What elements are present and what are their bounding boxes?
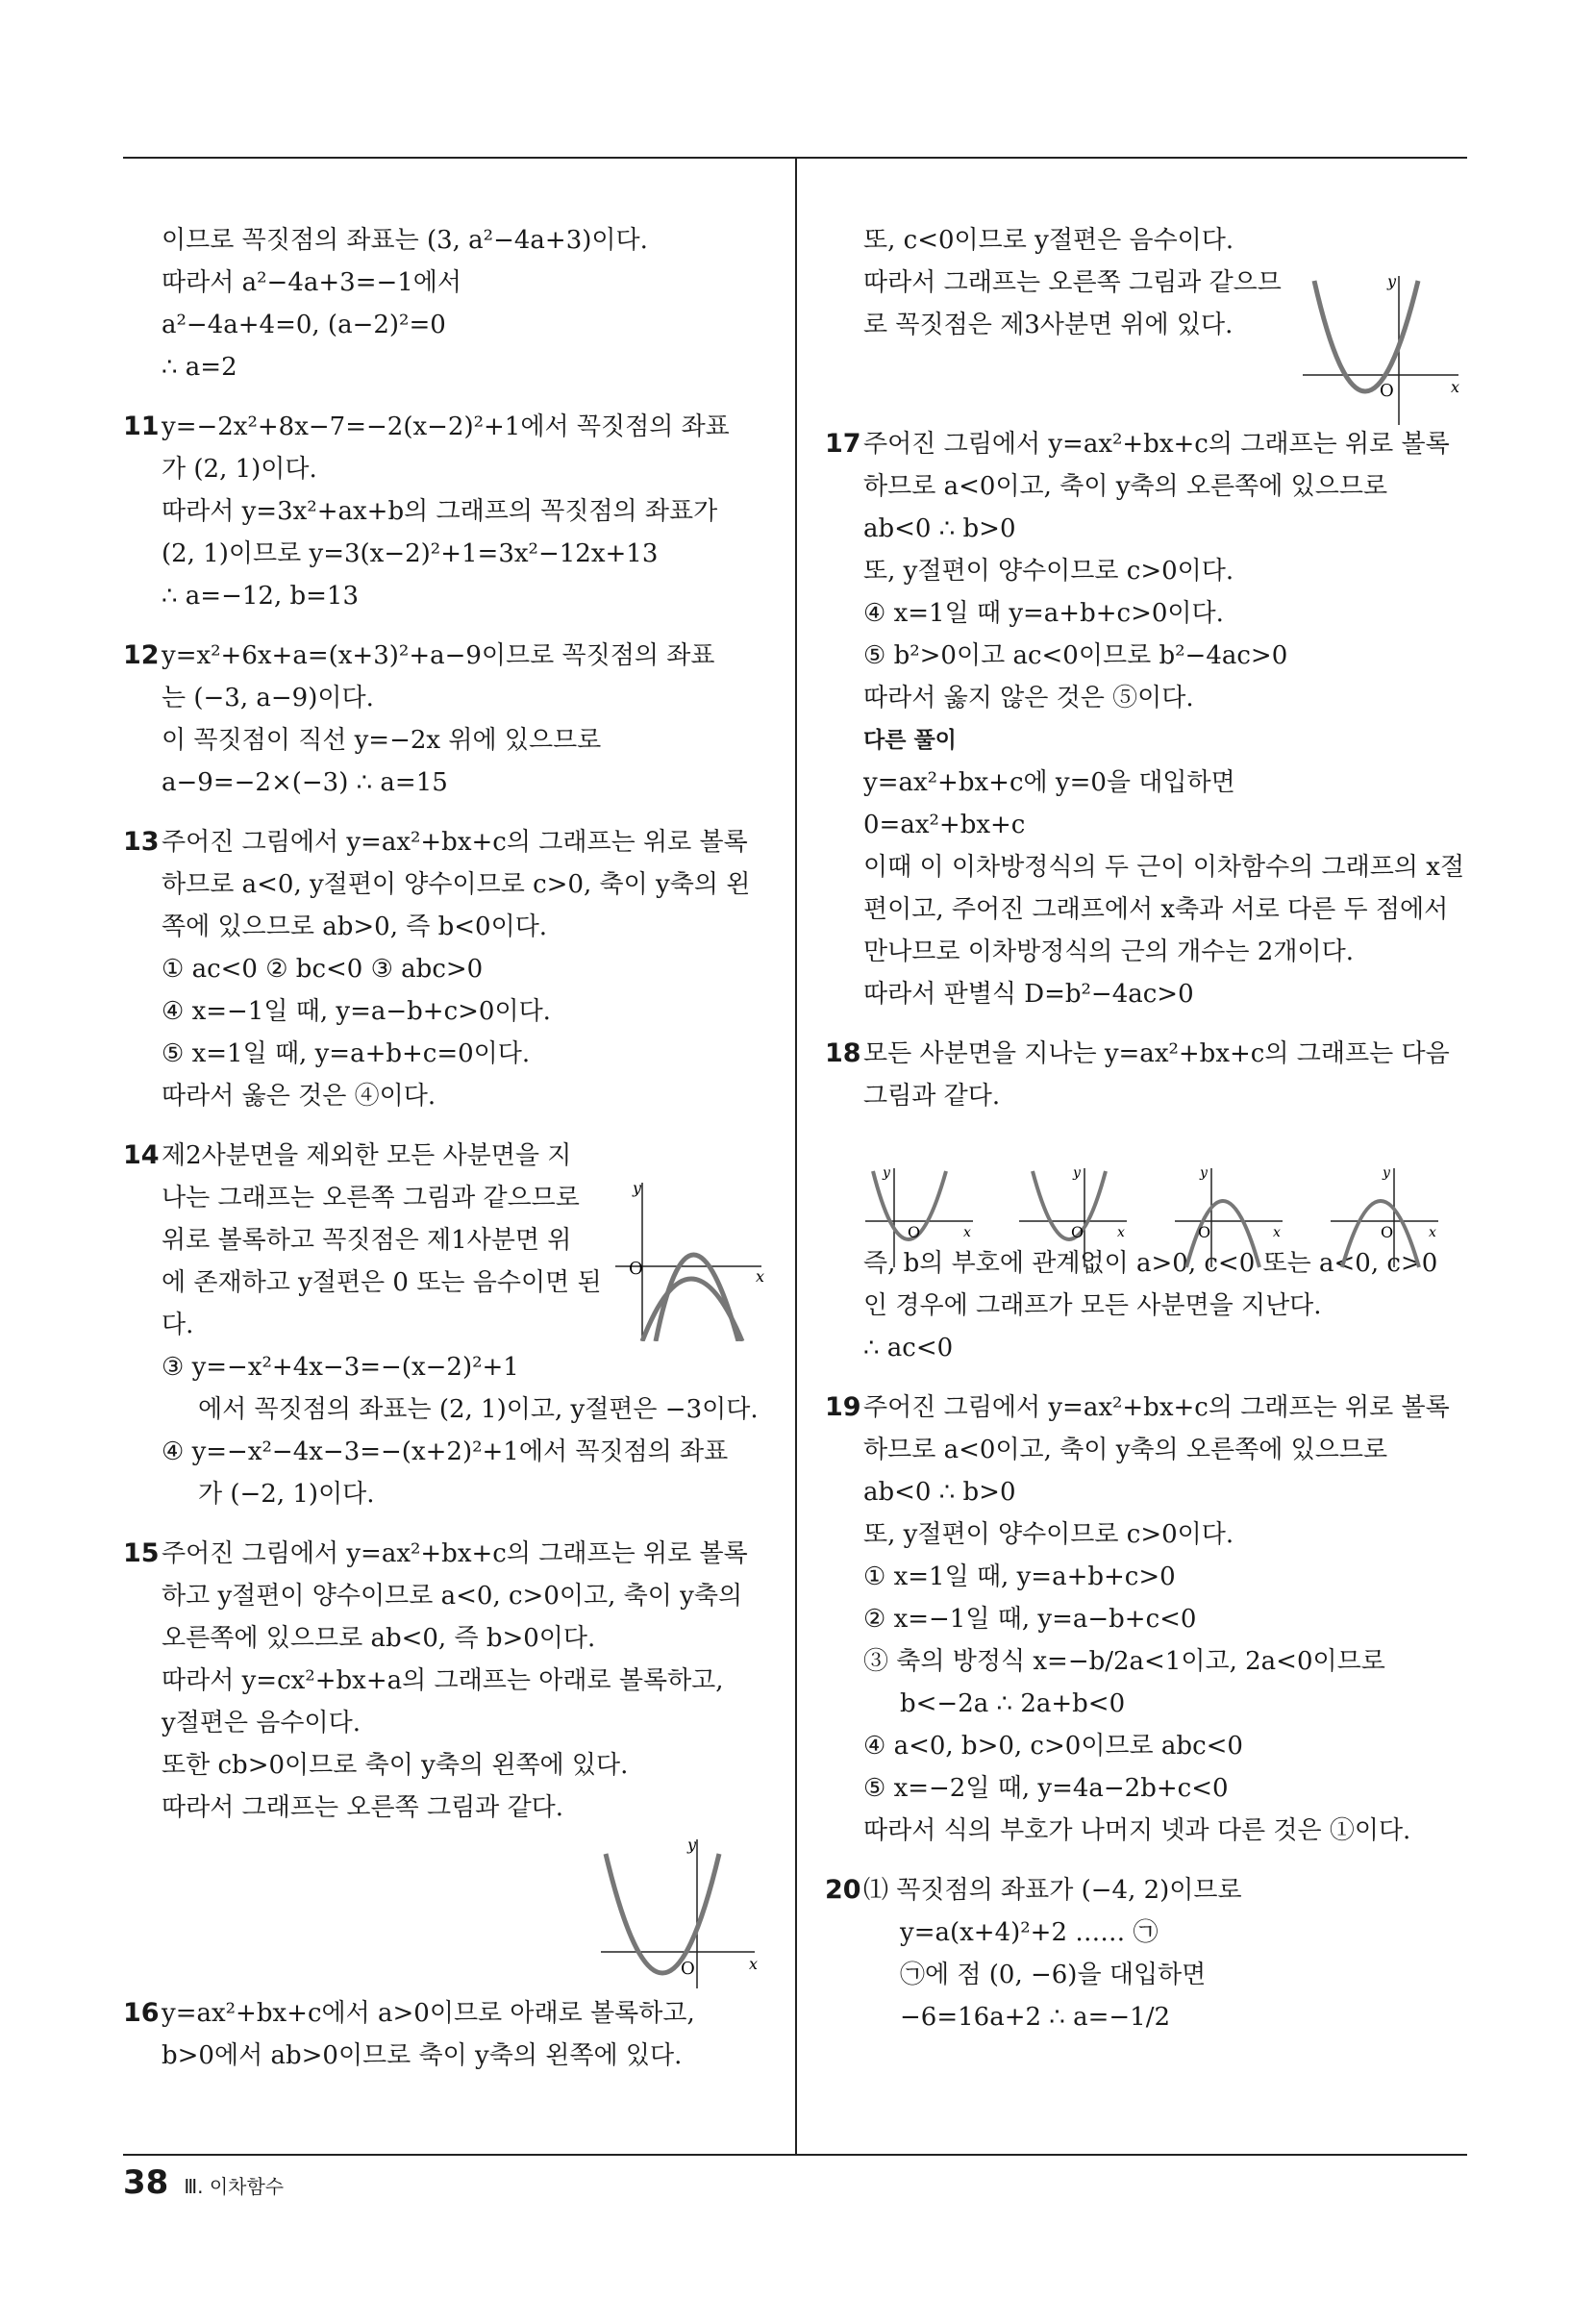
- problem-number: 20: [825, 1875, 861, 1905]
- text-line: ∴ a=2: [162, 353, 237, 382]
- parabola-graph-18c: [1175, 1163, 1290, 1269]
- x-axis-label: x: [749, 1955, 759, 1973]
- y-axis-label: y: [687, 1836, 697, 1854]
- text-line: 하므로 a<0, y절편이 양수이므로 c>0, 축이 y축의 왼: [162, 870, 751, 899]
- text-line: ⑤ x=1일 때, y=a+b+c=0이다.: [162, 1039, 531, 1068]
- page-footer: [123, 2163, 284, 2202]
- text-line: 하므로 a<0이고, 축이 y축의 오른쪽에 있으므로: [863, 1436, 1388, 1464]
- text-line: ∴ a=−12, b=13: [162, 582, 360, 611]
- parabola-graph-15: [601, 1835, 764, 1993]
- origin-label: O: [629, 1259, 643, 1279]
- problem-number: 19: [825, 1392, 861, 1422]
- origin-label: O: [908, 1223, 921, 1241]
- text-line: ① ac<0 ② bc<0 ③ abc>0: [162, 955, 484, 984]
- text-line: 나는 그래프는 오른쪽 그림과 같으므로: [162, 1184, 580, 1212]
- text-line: 따라서 옳지 않은 것은 ⑤이다.: [863, 684, 1194, 712]
- column-divider: [795, 159, 797, 2154]
- parabola-graph-18d: [1331, 1163, 1446, 1269]
- text-line: 따라서 판별식 D=b²−4ac>0: [863, 980, 1194, 1009]
- y-axis-label: y: [1200, 1165, 1208, 1181]
- text-line: y=−2x²+8x−7=−2(x−2)²+1에서 꼭짓점의 좌표: [162, 412, 730, 441]
- text-line: 0=ax²+bx+c: [863, 811, 1026, 839]
- text-line: y=a(x+4)²+2 …… ㉠: [900, 1918, 1159, 1947]
- text-line: a−9=−2×(−3) ∴ a=15: [162, 768, 448, 797]
- page-number: 38: [123, 2163, 169, 2202]
- problem-number: 12: [123, 640, 160, 670]
- text-line: 모든 사분면을 지나는 y=ax²+bx+c의 그래프는 다음: [863, 1039, 1450, 1068]
- y-axis-label: y: [883, 1165, 890, 1181]
- text-line: 다.: [162, 1311, 194, 1339]
- text-line: 쪽에 있으므로 ab>0, 즉 b<0이다.: [162, 912, 548, 941]
- text-line: 또한 cb>0이므로 축이 y축의 왼쪽에 있다.: [162, 1751, 629, 1780]
- text-line: y=ax²+bx+c에 y=0을 대입하면: [863, 768, 1235, 797]
- problem-14: [123, 1135, 767, 1177]
- problem-16: [123, 1992, 767, 2035]
- origin-label: O: [1198, 1223, 1211, 1241]
- text-line: ③ y=−x²+4x−3=−(x−2)²+1: [162, 1353, 519, 1382]
- text-line: 이 꼭짓점이 직선 y=−2x 위에 있으므로: [162, 726, 602, 755]
- text-line: 이므로 꼭짓점의 좌표는 (3, a²−4a+3)이다.: [162, 226, 648, 255]
- text-line: ⑤ x=−2일 때, y=4a−2b+c<0: [863, 1774, 1229, 1803]
- text-line: ④ x=−1일 때, y=a−b+c>0이다.: [162, 997, 551, 1026]
- text-line: 가 (2, 1)이다.: [162, 455, 317, 484]
- x-axis-label: x: [1273, 1225, 1281, 1240]
- text-line: ④ x=1일 때 y=a+b+c>0이다.: [863, 599, 1224, 628]
- parabola-graph-16: [1303, 271, 1466, 430]
- parabola-curve: [1033, 1171, 1106, 1239]
- y-axis-label: y: [1073, 1165, 1081, 1181]
- text-line: 이때 이 이차방정식의 두 근이 이차함수의 그래프의 x절: [863, 853, 1465, 882]
- x-axis-label: x: [963, 1225, 971, 1240]
- text-line: a²−4a+4=0, (a−2)²=0: [162, 311, 446, 339]
- text-line: 또, y절편이 양수이므로 c>0이다.: [863, 557, 1234, 586]
- origin-label: O: [1380, 381, 1394, 401]
- parabola-graph-18a: [865, 1163, 981, 1269]
- origin-label: O: [1071, 1223, 1084, 1241]
- origin-label: O: [1381, 1223, 1394, 1241]
- problem-19: [825, 1387, 1467, 1429]
- text-line: 따라서 y=3x²+ax+b의 그래프의 꼭짓점의 좌표가: [162, 497, 718, 526]
- text-line: −6=16a+2 ∴ a=−1/2: [900, 2003, 1171, 2032]
- text-line: 따라서 식의 부호가 나머지 넷과 다른 것은 ①이다.: [863, 1816, 1411, 1845]
- text-line: 즉, b의 부호에 관계없이 a>0, c<0 또는 a<0, c>0: [863, 1249, 1438, 1278]
- text-line: 위로 볼록하고 꼭짓점은 제1사분면 위: [162, 1226, 572, 1255]
- text-line: b>0에서 ab>0이므로 축이 y축의 왼쪽에 있다.: [162, 2041, 683, 2070]
- parabola-graph-14: [615, 1178, 769, 1341]
- problem-number: 13: [123, 827, 160, 857]
- bottom-rule: [123, 2154, 1467, 2156]
- parabola-curve: [656, 1255, 738, 1341]
- x-axis-label: x: [756, 1267, 765, 1286]
- text-line: ab<0 ∴ b>0: [863, 514, 1016, 543]
- text-line: 는 (−3, a−9)이다.: [162, 684, 374, 712]
- problem-number: 11: [123, 412, 160, 441]
- text-line: 또, c<0이므로 y절편은 음수이다.: [863, 226, 1234, 255]
- problem-15: [123, 1533, 767, 1575]
- text-line: 에서 꼭짓점의 좌표는 (2, 1)이고, y절편은 −3이다.: [198, 1395, 759, 1424]
- text-line: (2, 1)이므로 y=3(x−2)²+1=3x²−12x+13: [162, 539, 659, 568]
- text-line: y절편은 음수이다.: [162, 1709, 361, 1737]
- problem-number: 18: [825, 1038, 861, 1068]
- text-line: 만나므로 이차방정식의 근의 개수는 2개이다.: [863, 937, 1354, 966]
- text-line: ⑴ 꼭짓점의 좌표가 (−4, 2)이므로: [863, 1876, 1242, 1905]
- section-title: Ⅲ. 이차함수: [184, 2175, 285, 2198]
- text-line: ab<0 ∴ b>0: [863, 1478, 1016, 1507]
- text-line: ㉠에 점 (0, −6)을 대입하면: [900, 1961, 1207, 1989]
- text-line: 따라서 그래프는 오른쪽 그림과 같으므: [863, 268, 1282, 297]
- y-axis-label: y: [1387, 272, 1397, 290]
- text-line: 주어진 그림에서 y=ax²+bx+c의 그래프는 위로 볼록: [863, 1393, 1450, 1422]
- parabola-curve: [606, 1854, 719, 1973]
- x-axis-label: x: [1117, 1225, 1125, 1240]
- problem-11: [123, 406, 767, 448]
- text-line: 따라서 옳은 것은 ④이다.: [162, 1082, 436, 1111]
- y-axis-label: y: [1383, 1165, 1390, 1181]
- text-line: 로 꼭짓점은 제3사분면 위에 있다.: [863, 311, 1234, 339]
- left-column: [123, 219, 767, 2077]
- text-line: 주어진 그림에서 y=ax²+bx+c의 그래프는 위로 볼록: [863, 430, 1450, 459]
- text-line: ⑤ b²>0이고 ac<0이므로 b²−4ac>0: [863, 641, 1288, 670]
- text-line: 가 (−2, 1)이다.: [198, 1480, 375, 1509]
- text-line: 그림과 같다.: [863, 1082, 1001, 1111]
- problem-number: 14: [123, 1140, 160, 1170]
- text-line: y=x²+6x+a=(x+3)²+a−9이므로 꼭짓점의 좌표: [162, 641, 715, 670]
- text-line: 하므로 a<0이고, 축이 y축의 오른쪽에 있으므로: [863, 472, 1388, 501]
- text-line: 따라서 그래프는 오른쪽 그림과 같다.: [162, 1793, 564, 1822]
- text-line: ③ 축의 방정식 x=−b/2a<1이고, 2a<0이므로: [863, 1647, 1385, 1676]
- text-line: 제2사분면을 제외한 모든 사분면을 지: [162, 1141, 572, 1170]
- problem-number: 15: [123, 1538, 160, 1568]
- text-line: 편이고, 주어진 그래프에서 x축과 서로 다른 두 점에서: [863, 895, 1449, 924]
- text-line: 또, y절편이 양수이므로 c>0이다.: [863, 1520, 1234, 1549]
- text-line: 인 경우에 그래프가 모든 사분면을 지난다.: [863, 1291, 1322, 1320]
- text-line: 오른쪽에 있으므로 ab<0, 즉 b>0이다.: [162, 1624, 596, 1653]
- y-axis-label: y: [633, 1179, 642, 1197]
- right-column: [825, 219, 1467, 2038]
- problem-12: [123, 635, 767, 677]
- text-line: b<−2a ∴ 2a+b<0: [900, 1689, 1126, 1718]
- x-axis-label: x: [1429, 1225, 1436, 1240]
- text-line: 따라서 y=cx²+bx+a의 그래프는 아래로 볼록하고,: [162, 1666, 724, 1695]
- x-axis-label: x: [1451, 378, 1460, 396]
- text-line: 따라서 a²−4a+3=−1에서: [162, 268, 462, 297]
- text-line: ∴ ac<0: [863, 1334, 954, 1362]
- parabola-graph-18b: [1019, 1163, 1134, 1269]
- problem-number: 17: [825, 429, 861, 459]
- origin-label: O: [681, 1959, 695, 1979]
- text-line: 주어진 그림에서 y=ax²+bx+c의 그래프는 위로 볼록: [162, 1539, 748, 1568]
- problem-number: 16: [123, 1998, 160, 2028]
- text-line: ② x=−1일 때, y=a−b+c<0: [863, 1605, 1197, 1634]
- problem-13: [123, 821, 767, 863]
- problem-20: [825, 1869, 1467, 1912]
- text-line: y=ax²+bx+c에서 a>0이므로 아래로 볼록하고,: [162, 1999, 695, 2028]
- text-line: ④ y=−x²−4x−3=−(x+2)²+1에서 꼭짓점의 좌표: [162, 1437, 729, 1466]
- text-line: ① x=1일 때, y=a+b+c>0: [863, 1562, 1176, 1591]
- text-line: 에 존재하고 y절편은 0 또는 음수이면 된: [162, 1268, 602, 1297]
- text-line: 하고 y절편이 양수이므로 a<0, c>0이고, 축이 y축의: [162, 1582, 743, 1611]
- problem-18: [825, 1033, 1467, 1075]
- alt-solution-heading: 다른 풀이: [863, 728, 957, 753]
- text-line: 주어진 그림에서 y=ax²+bx+c의 그래프는 위로 볼록: [162, 828, 748, 857]
- text-line: ④ a<0, b>0, c>0이므로 abc<0: [863, 1732, 1243, 1761]
